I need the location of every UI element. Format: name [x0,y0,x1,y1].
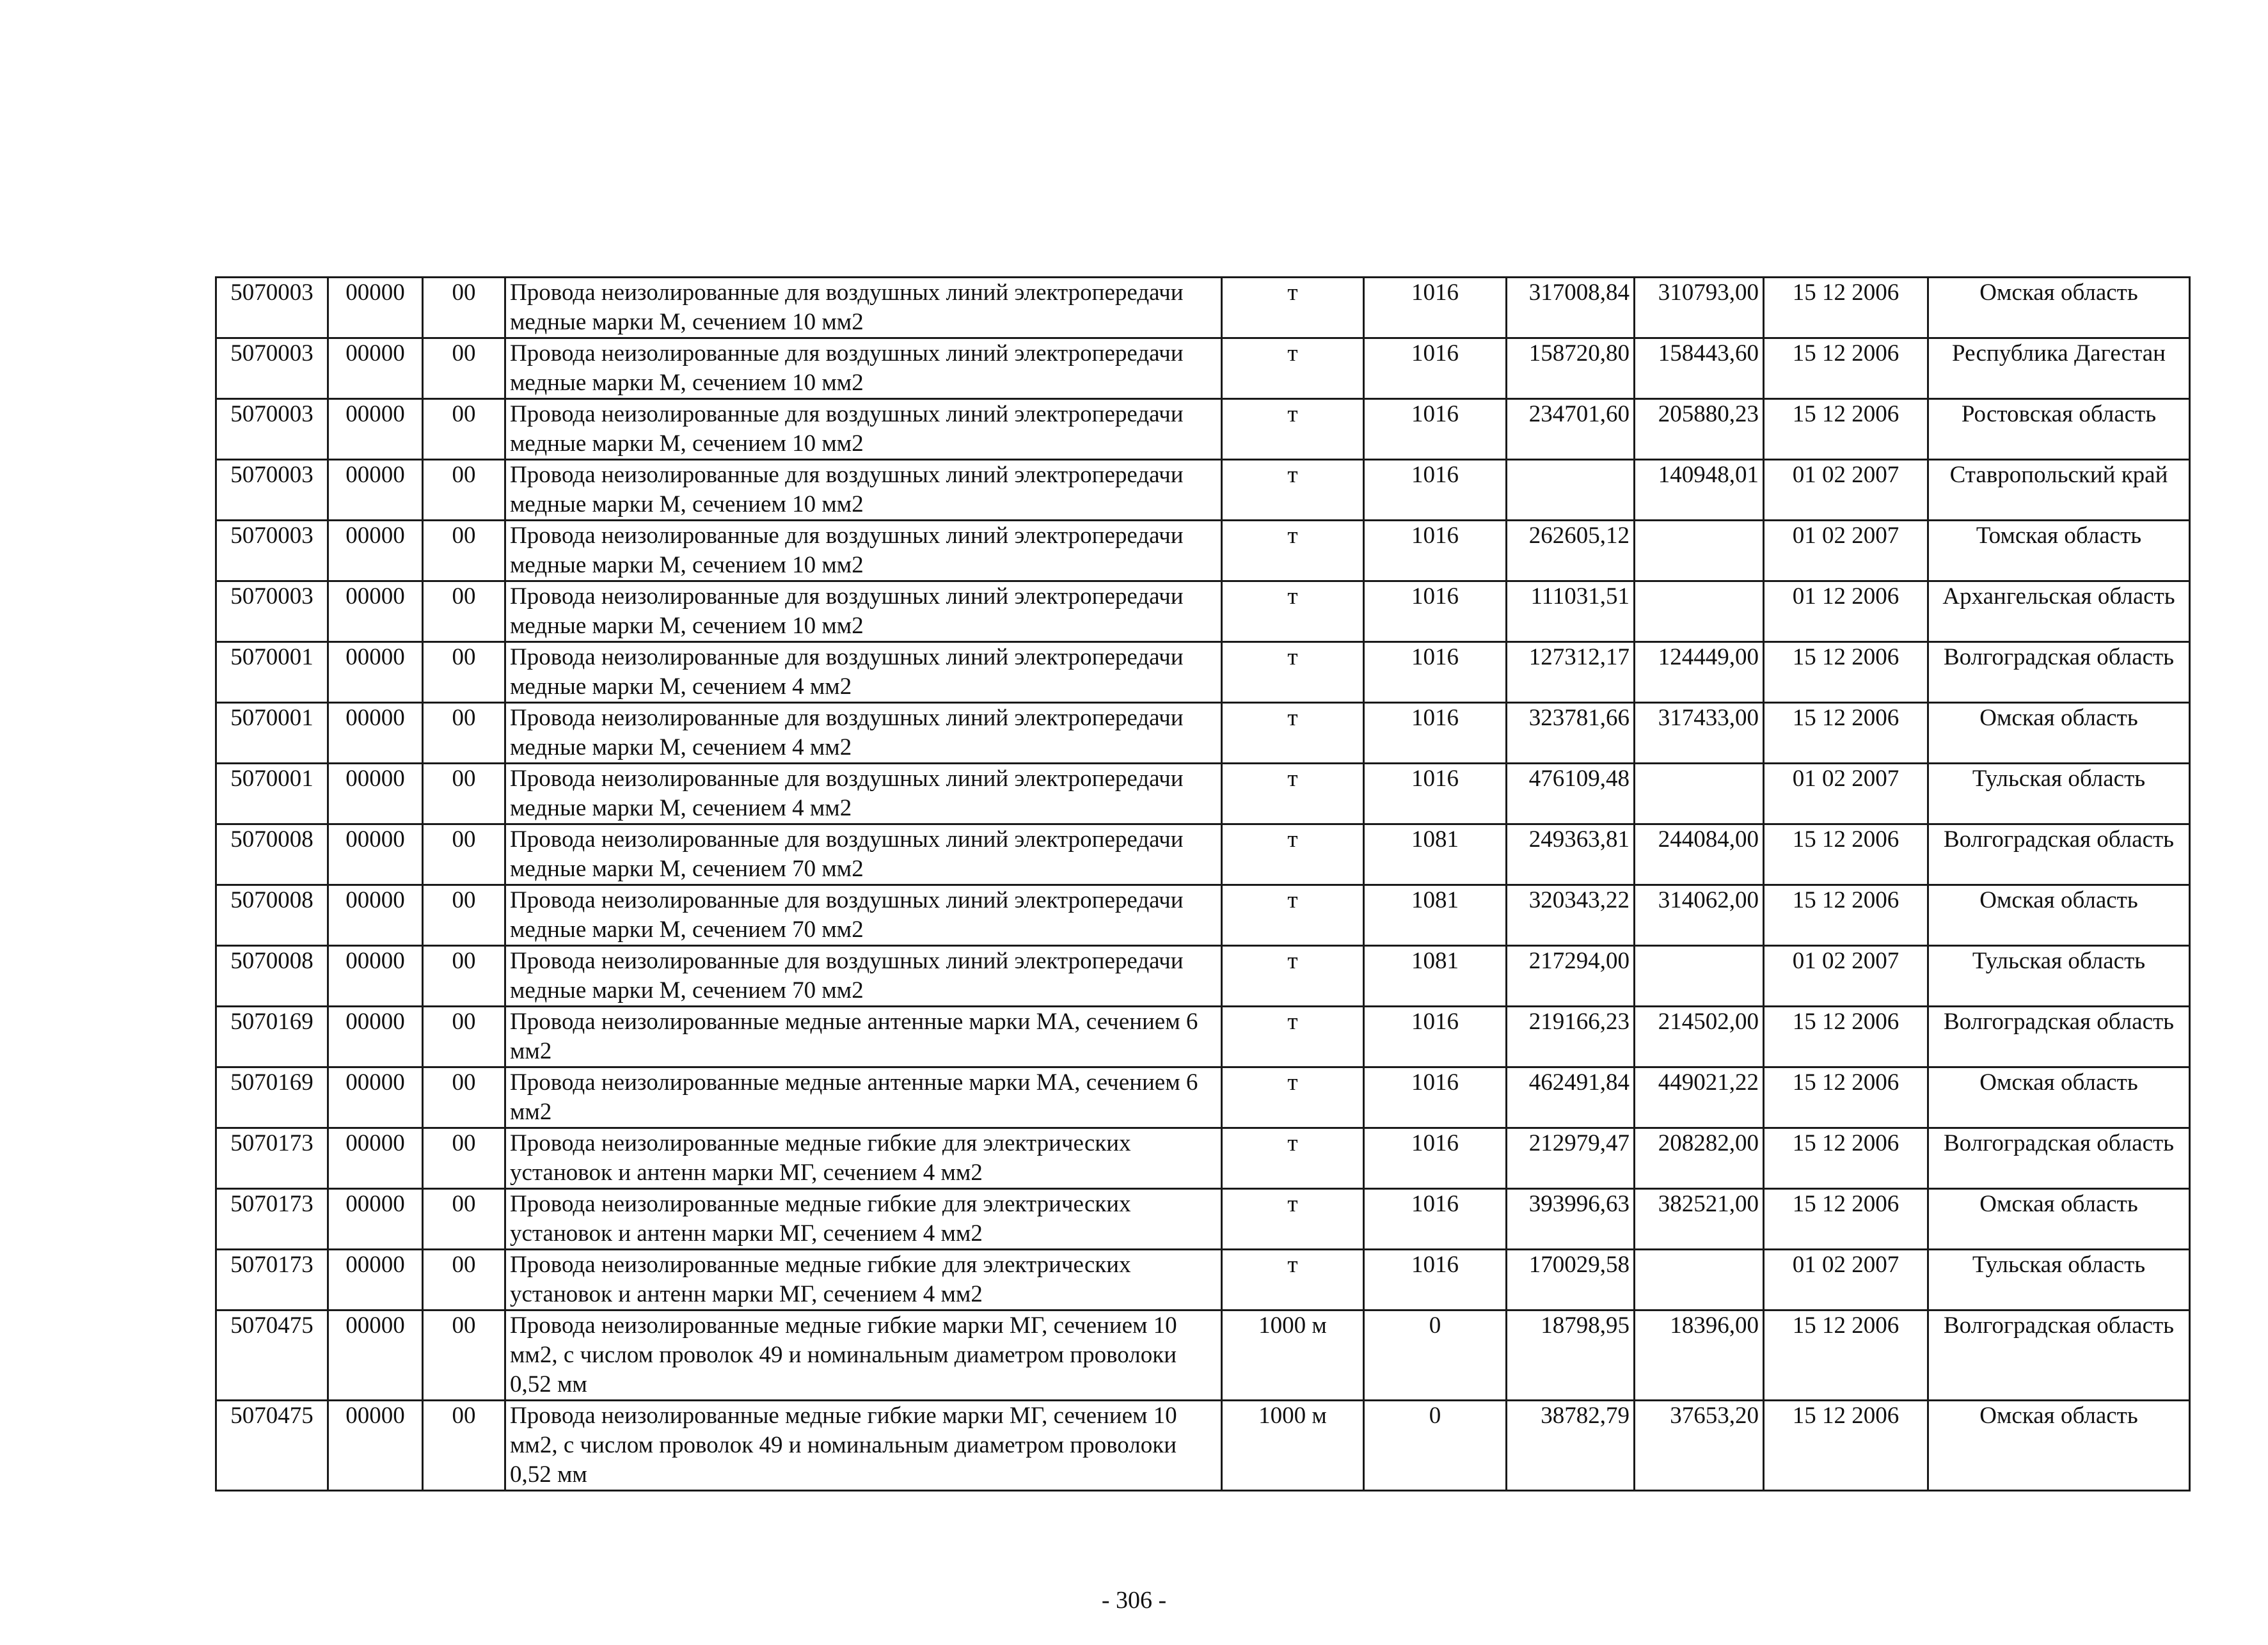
date-cell: 01 02 2007 [1764,764,1928,824]
date-cell: 15 12 2006 [1764,399,1928,460]
price-1-cell: 38782,79 [1507,1401,1635,1491]
sub-code-cell: 00000 [328,338,423,399]
okei-code-cell: 1016 [1364,1189,1507,1250]
okei-code-cell: 1016 [1364,642,1507,703]
okei-code-cell: 1016 [1364,460,1507,521]
version-code-cell: 00 [423,1250,505,1310]
version-code-cell: 00 [423,1067,505,1128]
product-name-cell: Провода неизолированные медные гибкие для электрических установок и антенн марки МГ, сечением 4 мм2 [505,1189,1222,1250]
price-1-cell: 317008,84 [1507,278,1635,338]
sub-code-cell: 00000 [328,642,423,703]
region-cell: Волгоградская область [1928,1007,2190,1067]
version-code-cell: 00 [423,703,505,764]
product-name-cell: Провода неизолированные медные гибкие марки МГ, сечением 10 мм2, с числом проволок 49 и номинальным диаметром проволоки 0,52 мм [505,1401,1222,1491]
price-1-cell: 393996,63 [1507,1189,1635,1250]
date-cell: 15 12 2006 [1764,703,1928,764]
product-code-cell: 5070008 [216,885,328,946]
table-row [216,946,2190,1007]
price-2-cell [1635,521,1764,581]
date-cell: 15 12 2006 [1764,824,1928,885]
region-cell: Томская область [1928,521,2190,581]
okei-code-cell: 1081 [1364,824,1507,885]
price-1-cell: 111031,51 [1507,581,1635,642]
region-cell: Омская область [1928,885,2190,946]
table-row [216,1250,2190,1310]
product-code-cell: 5070475 [216,1401,328,1491]
price-2-cell: 214502,00 [1635,1007,1764,1067]
unit-of-measure-cell: т [1222,399,1364,460]
version-code-cell: 00 [423,399,505,460]
okei-code-cell: 1016 [1364,1067,1507,1128]
okei-code-cell: 1081 [1364,946,1507,1007]
table-row [216,703,2190,764]
unit-of-measure-cell: т [1222,581,1364,642]
region-cell: Волгоградская область [1928,642,2190,703]
table-row [216,338,2190,399]
sub-code-cell: 00000 [328,946,423,1007]
product-name-cell: Провода неизолированные для воздушных линий электропередачи медные марки М, сечением 4 мм2 [505,764,1222,824]
table-row [216,764,2190,824]
unit-of-measure-cell: т [1222,1067,1364,1128]
date-cell: 15 12 2006 [1764,1067,1928,1128]
unit-of-measure-cell: т [1222,1189,1364,1250]
region-cell: Волгоградская область [1928,824,2190,885]
version-code-cell: 00 [423,1007,505,1067]
table-row [216,1007,2190,1067]
date-cell: 01 02 2007 [1764,946,1928,1007]
version-code-cell: 00 [423,521,505,581]
unit-of-measure-cell: т [1222,521,1364,581]
unit-of-measure-cell: т [1222,764,1364,824]
product-name-cell: Провода неизолированные медные антенные марки МА, сечением 6 мм2 [505,1067,1222,1128]
product-code-cell: 5070173 [216,1128,328,1189]
price-2-cell: 124449,00 [1635,642,1764,703]
product-name-cell: Провода неизолированные для воздушных линий электропередачи медные марки М, сечением 10 мм2 [505,581,1222,642]
table-row [216,460,2190,521]
price-2-cell: 205880,23 [1635,399,1764,460]
page-number: - 306 - [1101,1587,1167,1614]
date-cell: 15 12 2006 [1764,278,1928,338]
price-1-cell: 127312,17 [1507,642,1635,703]
sub-code-cell: 00000 [328,1067,423,1128]
unit-of-measure-cell: т [1222,885,1364,946]
price-2-cell [1635,581,1764,642]
price-1-cell: 320343,22 [1507,885,1635,946]
product-name-cell: Провода неизолированные для воздушных линий электропередачи медные марки М, сечением 70 мм2 [505,885,1222,946]
region-cell: Омская область [1928,1189,2190,1250]
price-1-cell [1507,460,1635,521]
date-cell: 01 02 2007 [1764,460,1928,521]
product-name-cell: Провода неизолированные для воздушных линий электропередачи медные марки М, сечением 10 мм2 [505,521,1222,581]
okei-code-cell: 1016 [1364,399,1507,460]
okei-code-cell: 1016 [1364,703,1507,764]
date-cell: 15 12 2006 [1764,338,1928,399]
price-1-cell: 249363,81 [1507,824,1635,885]
product-code-cell: 5070169 [216,1067,328,1128]
okei-code-cell: 1016 [1364,581,1507,642]
unit-of-measure-cell: т [1222,1007,1364,1067]
table-row [216,1189,2190,1250]
price-2-cell: 37653,20 [1635,1401,1764,1491]
sub-code-cell: 00000 [328,278,423,338]
table-row [216,399,2190,460]
region-cell: Республика Дагестан [1928,338,2190,399]
region-cell: Тульская область [1928,764,2190,824]
region-cell: Волгоградская область [1928,1128,2190,1189]
product-code-cell: 5070003 [216,581,328,642]
product-name-cell: Провода неизолированные медные гибкие для электрических установок и антенн марки МГ, сечением 4 мм2 [505,1128,1222,1189]
unit-of-measure-cell: т [1222,642,1364,703]
region-cell: Омская область [1928,1067,2190,1128]
unit-of-measure-cell: т [1222,946,1364,1007]
okei-code-cell: 1081 [1364,885,1507,946]
table-row [216,1310,2190,1401]
price-1-cell: 18798,95 [1507,1310,1635,1401]
price-1-cell: 212979,47 [1507,1128,1635,1189]
date-cell: 15 12 2006 [1764,1189,1928,1250]
sub-code-cell: 00000 [328,399,423,460]
product-name-cell: Провода неизолированные для воздушных линий электропередачи медные марки М, сечением 4 мм2 [505,642,1222,703]
version-code-cell: 00 [423,278,505,338]
sub-code-cell: 00000 [328,1250,423,1310]
price-1-cell: 219166,23 [1507,1007,1635,1067]
date-cell: 01 02 2007 [1764,521,1928,581]
okei-code-cell: 1016 [1364,1250,1507,1310]
product-name-cell: Провода неизолированные медные гибкие для электрических установок и антенн марки МГ, сечением 4 мм2 [505,1250,1222,1310]
product-code-cell: 5070475 [216,1310,328,1401]
unit-of-measure-cell: 1000 м [1222,1310,1364,1401]
price-2-cell: 449021,22 [1635,1067,1764,1128]
version-code-cell: 00 [423,764,505,824]
okei-code-cell: 1016 [1364,278,1507,338]
price-table [215,276,2191,1492]
region-cell: Омская область [1928,278,2190,338]
version-code-cell: 00 [423,642,505,703]
okei-code-cell: 0 [1364,1310,1507,1401]
product-code-cell: 5070008 [216,946,328,1007]
product-code-cell: 5070001 [216,764,328,824]
unit-of-measure-cell: 1000 м [1222,1401,1364,1491]
price-2-cell: 158443,60 [1635,338,1764,399]
okei-code-cell: 1016 [1364,338,1507,399]
table-row [216,581,2190,642]
okei-code-cell: 0 [1364,1401,1507,1491]
unit-of-measure-cell: т [1222,1250,1364,1310]
sub-code-cell: 00000 [328,1310,423,1401]
sub-code-cell: 00000 [328,1128,423,1189]
region-cell: Волгоградская область [1928,1310,2190,1401]
sub-code-cell: 00000 [328,764,423,824]
product-code-cell: 5070003 [216,278,328,338]
price-1-cell: 262605,12 [1507,521,1635,581]
price-1-cell: 323781,66 [1507,703,1635,764]
product-name-cell: Провода неизолированные для воздушных линий электропередачи медные марки М, сечением 4 мм2 [505,703,1222,764]
table-row [216,642,2190,703]
date-cell: 15 12 2006 [1764,1310,1928,1401]
version-code-cell: 00 [423,338,505,399]
product-code-cell: 5070169 [216,1007,328,1067]
table-row [216,521,2190,581]
price-2-cell: 317433,00 [1635,703,1764,764]
price-1-cell: 217294,00 [1507,946,1635,1007]
okei-code-cell: 1016 [1364,764,1507,824]
price-2-cell [1635,946,1764,1007]
date-cell: 15 12 2006 [1764,1128,1928,1189]
sub-code-cell: 00000 [328,824,423,885]
table-row [216,278,2190,338]
date-cell: 01 02 2007 [1764,1250,1928,1310]
product-name-cell: Провода неизолированные медные антенные марки МА, сечением 6 мм2 [505,1007,1222,1067]
unit-of-measure-cell: т [1222,824,1364,885]
sub-code-cell: 00000 [328,703,423,764]
sub-code-cell: 00000 [328,460,423,521]
date-cell: 15 12 2006 [1764,885,1928,946]
product-name-cell: Провода неизолированные для воздушных линий электропередачи медные марки М, сечением 70 мм2 [505,946,1222,1007]
price-2-cell: 314062,00 [1635,885,1764,946]
date-cell: 15 12 2006 [1764,1401,1928,1491]
region-cell: Тульская область [1928,1250,2190,1310]
product-code-cell: 5070003 [216,460,328,521]
product-code-cell: 5070003 [216,338,328,399]
version-code-cell: 00 [423,946,505,1007]
unit-of-measure-cell: т [1222,703,1364,764]
version-code-cell: 00 [423,1128,505,1189]
sub-code-cell: 00000 [328,1007,423,1067]
version-code-cell: 00 [423,460,505,521]
sub-code-cell: 00000 [328,521,423,581]
product-name-cell: Провода неизолированные для воздушных линий электропередачи медные марки М, сечением 10 мм2 [505,460,1222,521]
table-row [216,1067,2190,1128]
price-1-cell: 234701,60 [1507,399,1635,460]
unit-of-measure-cell: т [1222,460,1364,521]
version-code-cell: 00 [423,1310,505,1401]
region-cell: Омская область [1928,1401,2190,1491]
price-2-cell: 382521,00 [1635,1189,1764,1250]
table-row [216,824,2190,885]
price-1-cell: 170029,58 [1507,1250,1635,1310]
product-code-cell: 5070003 [216,521,328,581]
price-1-cell: 462491,84 [1507,1067,1635,1128]
sub-code-cell: 00000 [328,1189,423,1250]
version-code-cell: 00 [423,885,505,946]
okei-code-cell: 1016 [1364,521,1507,581]
unit-of-measure-cell: т [1222,278,1364,338]
price-2-cell: 208282,00 [1635,1128,1764,1189]
date-cell: 15 12 2006 [1764,642,1928,703]
product-name-cell: Провода неизолированные для воздушных линий электропередачи медные марки М, сечением 70 мм2 [505,824,1222,885]
version-code-cell: 00 [423,1401,505,1491]
price-2-cell: 244084,00 [1635,824,1764,885]
price-1-cell: 158720,80 [1507,338,1635,399]
okei-code-cell: 1016 [1364,1007,1507,1067]
table-row [216,1401,2190,1491]
product-name-cell: Провода неизолированные медные гибкие марки МГ, сечением 10 мм2, с числом проволок 49 и номинальным диаметром проволоки 0,52 мм [505,1310,1222,1401]
version-code-cell: 00 [423,1189,505,1250]
unit-of-measure-cell: т [1222,338,1364,399]
region-cell: Ростовская область [1928,399,2190,460]
table-body [216,278,2190,1491]
product-code-cell: 5070008 [216,824,328,885]
price-2-cell [1635,764,1764,824]
version-code-cell: 00 [423,824,505,885]
price-2-cell: 310793,00 [1635,278,1764,338]
product-code-cell: 5070173 [216,1250,328,1310]
product-code-cell: 5070173 [216,1189,328,1250]
region-cell: Архангельская область [1928,581,2190,642]
region-cell: Тульская область [1928,946,2190,1007]
version-code-cell: 00 [423,581,505,642]
unit-of-measure-cell: т [1222,1128,1364,1189]
price-2-cell: 140948,01 [1635,460,1764,521]
date-cell: 15 12 2006 [1764,1007,1928,1067]
product-name-cell: Провода неизолированные для воздушных линий электропередачи медные марки М, сечением 10 мм2 [505,278,1222,338]
sub-code-cell: 00000 [328,581,423,642]
table-row [216,885,2190,946]
region-cell: Омская область [1928,703,2190,764]
date-cell: 01 12 2006 [1764,581,1928,642]
sub-code-cell: 00000 [328,885,423,946]
product-code-cell: 5070003 [216,399,328,460]
product-name-cell: Провода неизолированные для воздушных линий электропередачи медные марки М, сечением 10 мм2 [505,338,1222,399]
okei-code-cell: 1016 [1364,1128,1507,1189]
product-code-cell: 5070001 [216,642,328,703]
price-2-cell: 18396,00 [1635,1310,1764,1401]
table-row [216,1128,2190,1189]
product-name-cell: Провода неизолированные для воздушных линий электропередачи медные марки М, сечением 10 мм2 [505,399,1222,460]
price-1-cell: 476109,48 [1507,764,1635,824]
sub-code-cell: 00000 [328,1401,423,1491]
region-cell: Ставропольский край [1928,460,2190,521]
product-code-cell: 5070001 [216,703,328,764]
price-2-cell [1635,1250,1764,1310]
